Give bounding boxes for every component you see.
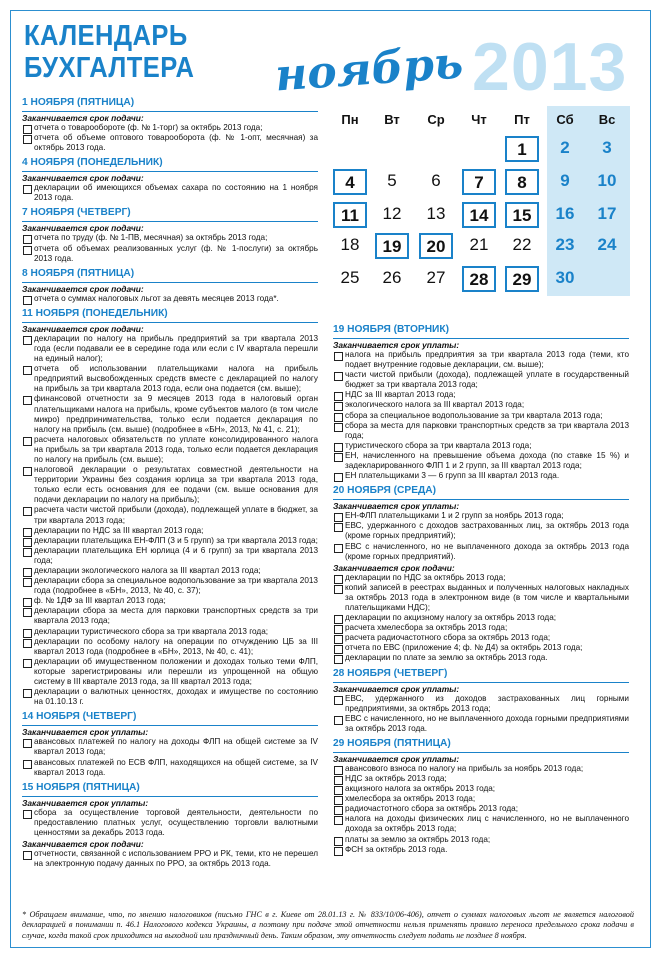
checklist-item[interactable]: налоговой декларации о результатах совместной деятельности на территории Украины без создания юрлица за три квартала 2013 года, только если есть основания для ее подачи (см. выше основания для подачи декларации по налогу на прибыль);	[22, 465, 318, 505]
left-column	[22, 97, 318, 869]
weekday-header: Чт	[471, 112, 487, 127]
checklist-item[interactable]: НДС за октябрь 2013 года;	[333, 774, 629, 784]
checklist-item[interactable]: декларации туристического сбора за три квартала 2013 года;	[22, 627, 318, 637]
calendar-day: 6	[431, 171, 441, 190]
checklist-item[interactable]: отчета о суммах налоговых льгот за девять месяцев 2013 года*.	[22, 294, 318, 304]
checklist-item[interactable]: расчета налоговых обязательств по уплате консолидированного налога на прибыль за три квартала 2013 года, только если подается декларация по налогу на прибыль (см. выше);	[22, 435, 318, 465]
section-divider	[22, 725, 318, 726]
checklist-item[interactable]: декларации сбора за места для парковки транспортных средств за три квартала 2013 года;	[22, 606, 318, 626]
calendar-day: 7	[462, 169, 496, 195]
calendar-day: 25	[340, 268, 360, 287]
weekday-header: Пн	[341, 112, 359, 127]
section-divider	[22, 796, 318, 797]
section-heading: 7 НОЯБРЯ (ЧЕТВЕРГ)	[22, 207, 131, 219]
section-heading: 14 НОЯБРЯ (ЧЕТВЕРГ)	[22, 711, 137, 723]
section-divider	[22, 221, 318, 222]
checklist-item[interactable]: авансовых платежей по ЕСВ ФЛП, находящихся на общей системе, за IV квартал 2013 года.	[22, 758, 318, 778]
deadline-subheading: Заканчивается срок подачи:	[333, 562, 455, 573]
checklist-item[interactable]: отчета по ЕВС (приложение 4; ф. № Д4) за октябрь 2013 года;	[333, 643, 629, 653]
checklist-item[interactable]: декларации о валютных ценностях, доходах и имуществе по состоянию на 01.10.13 г.	[22, 687, 318, 707]
deadline-subheading: Заканчивается срок уплаты:	[333, 683, 460, 694]
checklist-item[interactable]: расчета части чистой прибыли (дохода), подлежащей уплате в бюджет, за три квартала 2013 года;	[22, 505, 318, 525]
deadline-subheading: Заканчивается срок уплаты:	[22, 727, 149, 738]
deadline-subheading: Заканчивается срок подачи:	[22, 838, 144, 849]
checklist-item[interactable]: отчета об использовании плательщиками налога на прибыль предприятий высвобожденных средств вместе с декларацией по налогу на прибыль за три квартала 2013 года, если она подается (см. выше);	[22, 364, 318, 394]
deadline-subheading: Заканчивается срок уплаты:	[333, 340, 460, 350]
checklist-item[interactable]: отчетности, связанной с использованием РРО и РК, теми, кто не перешел на электронную подачу данных по РРО, за октябрь 2013 года.	[22, 849, 318, 869]
checklist-item[interactable]: ф. № 1ДФ за III квартал 2013 года;	[22, 596, 318, 606]
calendar-day: 19	[375, 233, 409, 259]
footnote: * Обращаем внимание, что, по мнению налоговиков (письмо ГНС в г. Киеве от 28.01.13 г. № 833/10/06-406), отчет о суммах налоговых льгот не является налоговой декларацией в понимании п. 46.1 Налогового кодекса Украины, а поэтому при подаче этой отчетности нельзя применять правило переноса предельного срока подачи в случае, когда такой срок приходится на выходной или праздничный день. Таким образом, эту отчетность следует подать не позднее 8 ноября.	[22, 910, 634, 940]
calendar-day: 3	[602, 138, 612, 157]
section-divider	[22, 171, 318, 172]
section-divider	[333, 338, 629, 339]
checklist-item[interactable]: копий записей в реестрах выданных и полученных налоговых накладных за октябрь 2013 года в электронном виде (в том числе и квартальными плательщиками НДС);	[333, 583, 629, 613]
checklist-item[interactable]: платы за землю за октябрь 2013 года;	[333, 835, 629, 845]
section-divider	[22, 282, 318, 283]
checklist-item[interactable]: сбора за специальное водопользование за три квартала 2013 года;	[333, 411, 629, 421]
calendar-day: 18	[340, 235, 360, 254]
calendar-day: 24	[597, 235, 617, 254]
checklist-item[interactable]: декларации об имеющихся объемах сахара по состоянию на 1 ноября 2013 года.	[22, 183, 318, 203]
calendar-day: 26	[382, 268, 402, 287]
calendar-day: 20	[419, 233, 453, 259]
checklist-item[interactable]: ЕВС, удержанного с доходов застрахованных лиц, за октябрь 2013 года (кроме горных предприятий);	[333, 521, 629, 541]
checklist-item[interactable]: сбора за места для парковки транспортных средств за три квартала 2013 года;	[333, 421, 629, 441]
section-heading: 1 НОЯБРЯ (ПЯТНИЦА)	[22, 97, 135, 108]
calendar-day: 17	[597, 204, 617, 223]
checklist-item[interactable]: ФСН за октябрь 2013 года.	[333, 845, 629, 855]
checklist-item[interactable]: НДС за III квартал 2013 года;	[333, 390, 629, 400]
section-heading: 4 НОЯБРЯ (ПОНЕДЕЛЬНИК)	[22, 157, 163, 169]
checklist-item[interactable]: налога на доходы физических лиц с начисленного, но не выплаченного дохода за октябрь 2013 года;	[333, 814, 629, 834]
calendar-day: 23	[555, 235, 575, 254]
checklist-item[interactable]: декларации плательщика ЕН юрлица (4 и 6 групп) за три квартала 2013 года;	[22, 546, 318, 566]
deadline-subheading: Заканчивается срок уплаты:	[22, 797, 149, 808]
checklist-item[interactable]: ЕВС, удержанного из доходов застрахованных лиц горными предприятиями, за октябрь 2013 года;	[333, 694, 629, 714]
calendar-day: 22	[512, 235, 532, 254]
calendar-day: 10	[597, 171, 617, 190]
calendar-day: 12	[382, 204, 402, 223]
page-title	[24, 20, 194, 84]
calendar-day: 29	[505, 266, 539, 292]
deadline-subheading: Заканчивается срок подачи:	[22, 223, 144, 234]
calendar-day: 15	[505, 202, 539, 228]
calendar-day: 21	[469, 235, 489, 254]
checklist-item[interactable]: радиочастотного сбора за октябрь 2013 года;	[333, 804, 629, 814]
calendar-day: 9	[560, 171, 570, 190]
weekday-header: Вс	[598, 112, 616, 127]
weekday-header: Вт	[384, 112, 400, 127]
checklist-item[interactable]: декларации об имущественном положении и доходах только теми ФЛП, которые зарегистрированы или перешли из упрощенной на общую систему в III квартале 2013 года, за III квартал 2013 года;	[22, 657, 318, 687]
section-divider	[22, 111, 318, 112]
checklist-item[interactable]: расчета хмелесбора за октябрь 2013 года;	[333, 623, 629, 633]
weekday-header: Ср	[427, 112, 445, 127]
checklist-item[interactable]: отчета об объеме оптового товарооборота (ф. № 1-опт, месячная) за октябрь 2013 года.	[22, 133, 318, 153]
checklist-item[interactable]: декларации по НДС за октябрь 2013 года;	[333, 573, 629, 583]
weekday-header: Пт	[514, 112, 530, 127]
month-title: ноябрь	[273, 37, 465, 102]
weekday-header: Сб	[556, 112, 574, 127]
checklist-item[interactable]: хмелесбора за октябрь 2013 года;	[333, 794, 629, 804]
checklist-item[interactable]: декларации плательщика ЕН-ФЛП (3 и 5 групп) за три квартала 2013 года;	[22, 536, 318, 546]
checklist-item[interactable]: финансовой отчетности за 9 месяцев 2013 года в налоговый орган плательщиками налога на прибыль, кроме субъектов малого (в том числе микро) предпринимательства, только если подается декларация по налогу на прибыль (см. выше) (подробнее в «БН», 2013, № 41, с. 21);	[22, 394, 318, 434]
title-line-1: КАЛЕНДАРЬ	[24, 20, 188, 52]
checklist-item[interactable]: экологического налога за III квартал 2013 года;	[333, 400, 629, 410]
calendar-day: 14	[462, 202, 496, 228]
calendar-day: 11	[333, 202, 367, 228]
year-title: 2013	[472, 29, 628, 105]
checklist-item[interactable]: ЕН, начисленного на превышение объема дохода (по ставке 15 %) и задекларированного ФЛП 1 и 2 групп, за III квартал 2013 года;	[333, 451, 629, 471]
calendar-day: 16	[555, 204, 575, 223]
checklist-item[interactable]: декларации сбора за специальное водопользование за три квартала 2013 года (подробнее в «БН», 2013, № 40, с. 37);	[22, 576, 318, 596]
section-divider	[333, 752, 629, 753]
calendar-day: 5	[387, 171, 397, 190]
section-divider	[333, 682, 629, 683]
calendar-day: 1	[505, 136, 539, 162]
section-divider	[22, 322, 318, 323]
checklist-item[interactable]: акцизного налога за октябрь 2013 года;	[333, 784, 629, 794]
section-heading: 28 НОЯБРЯ (ЧЕТВЕРГ)	[333, 667, 448, 679]
calendar-day: 4	[333, 169, 367, 195]
calendar-day: 27	[426, 268, 446, 287]
checklist-item[interactable]: сбора за осуществление торговой деятельности, деятельности по предоставлению платных услуг, осуществлению торговли валютными ценностями за декабрь 2013 года.	[22, 808, 318, 838]
section-heading: 20 НОЯБРЯ (СРЕДА)	[333, 485, 436, 497]
checklist-item[interactable]: ЕН плательщиками 3 — 6 групп за III квартал 2013 года.	[333, 471, 629, 481]
checklist-item[interactable]: декларации по особому налогу на операции по отчуждению ЦБ за III квартал 2013 года (подробнее в «БН», 2013, № 40, с. 41);	[22, 637, 318, 657]
checklist-item[interactable]: декларации по налогу на прибыль предприятий за три квартала 2013 года (если подавали ее в середине года или если с IV квартала перешли на единый налог);	[22, 334, 318, 364]
checklist-item[interactable]: туристического сбора за три квартала 2013 года;	[333, 441, 629, 451]
section-heading: 19 НОЯБРЯ (ВТОРНИК)	[333, 324, 449, 335]
section-divider	[333, 499, 629, 500]
checklist-item[interactable]: авансовых платежей по налогу на доходы ФЛП на общей системе за IV квартал 2013 года;	[22, 737, 318, 757]
right-column	[333, 324, 629, 855]
deadline-subheading: Заканчивается срок подачи:	[22, 113, 144, 123]
calendar-day: 30	[555, 268, 575, 287]
checklist-item[interactable]: расчета радиочастотного сбора за октябрь 2013 года;	[333, 633, 629, 643]
checklist-item[interactable]: части чистой прибыли (дохода), подлежащей уплате в государственный бюджет за три квартала 2013 года;	[333, 370, 629, 390]
checklist-item[interactable]: декларации по акцизному налогу за октябрь 2013 года;	[333, 613, 629, 623]
calendar-day: 2	[560, 138, 570, 157]
deadline-subheading: Заканчивается срок подачи:	[22, 283, 144, 294]
section-heading: 15 НОЯБРЯ (ПЯТНИЦА)	[22, 781, 140, 793]
deadline-subheading: Заканчивается срок уплаты:	[333, 501, 460, 512]
section-heading: 29 НОЯБРЯ (ПЯТНИЦА)	[333, 737, 451, 749]
section-heading: 8 НОЯБРЯ (ПЯТНИЦА)	[22, 267, 135, 279]
deadline-subheading: Заканчивается срок подачи:	[22, 323, 144, 334]
checklist-item[interactable]: ЕВС с начисленного, но не выплаченного дохода за октябрь 2013 года (кроме горных предприятий).	[333, 542, 629, 562]
checklist-item[interactable]: отчета по труду (ф. № 1-ПВ, месячная) за октябрь 2013 года;	[22, 233, 318, 243]
title-line-2: БУХГАЛТЕРА	[24, 52, 195, 84]
calendar-day: 13	[426, 204, 446, 223]
calendar-day: 28	[462, 266, 496, 292]
checklist-item[interactable]: декларации экологического налога за III квартал 2013 года;	[22, 566, 318, 576]
checklist-item[interactable]: авансового взноса по налогу на прибыль за ноябрь 2013 года;	[333, 764, 629, 774]
calendar-day: 8	[505, 169, 539, 195]
deadline-subheading: Заканчивается срок подачи:	[22, 173, 144, 184]
checklist-item[interactable]: декларации по НДС за III квартал 2013 года;	[22, 526, 318, 536]
month-calendar	[333, 106, 630, 296]
deadline-subheading: Заканчивается срок уплаты:	[333, 753, 460, 764]
checklist-item[interactable]: налога на прибыль предприятия за три квартала 2013 года (теми, кто подает внутренние годовые декларации, см. выше);	[333, 350, 629, 370]
checklist-item[interactable]: ЕН-ФЛП плательщиками 1 и 2 групп за ноябрь 2013 года;	[333, 511, 629, 521]
checklist-item[interactable]: ЕВС с начисленного, но не выплаченного дохода горными предприятиями за октябрь 2013 года.	[333, 714, 629, 734]
section-heading: 11 НОЯБРЯ (ПОНЕДЕЛЬНИК)	[22, 307, 168, 319]
checklist-item[interactable]: декларации по плате за землю за октябрь 2013 года.	[333, 653, 629, 663]
checklist-item[interactable]: отчета об объемах реализованных услуг (ф. № 1-послуги) за октябрь 2013 года.	[22, 244, 318, 264]
checklist-item[interactable]: отчета о товарообороте (ф. № 1-торг) за октябрь 2013 года;	[22, 123, 318, 133]
